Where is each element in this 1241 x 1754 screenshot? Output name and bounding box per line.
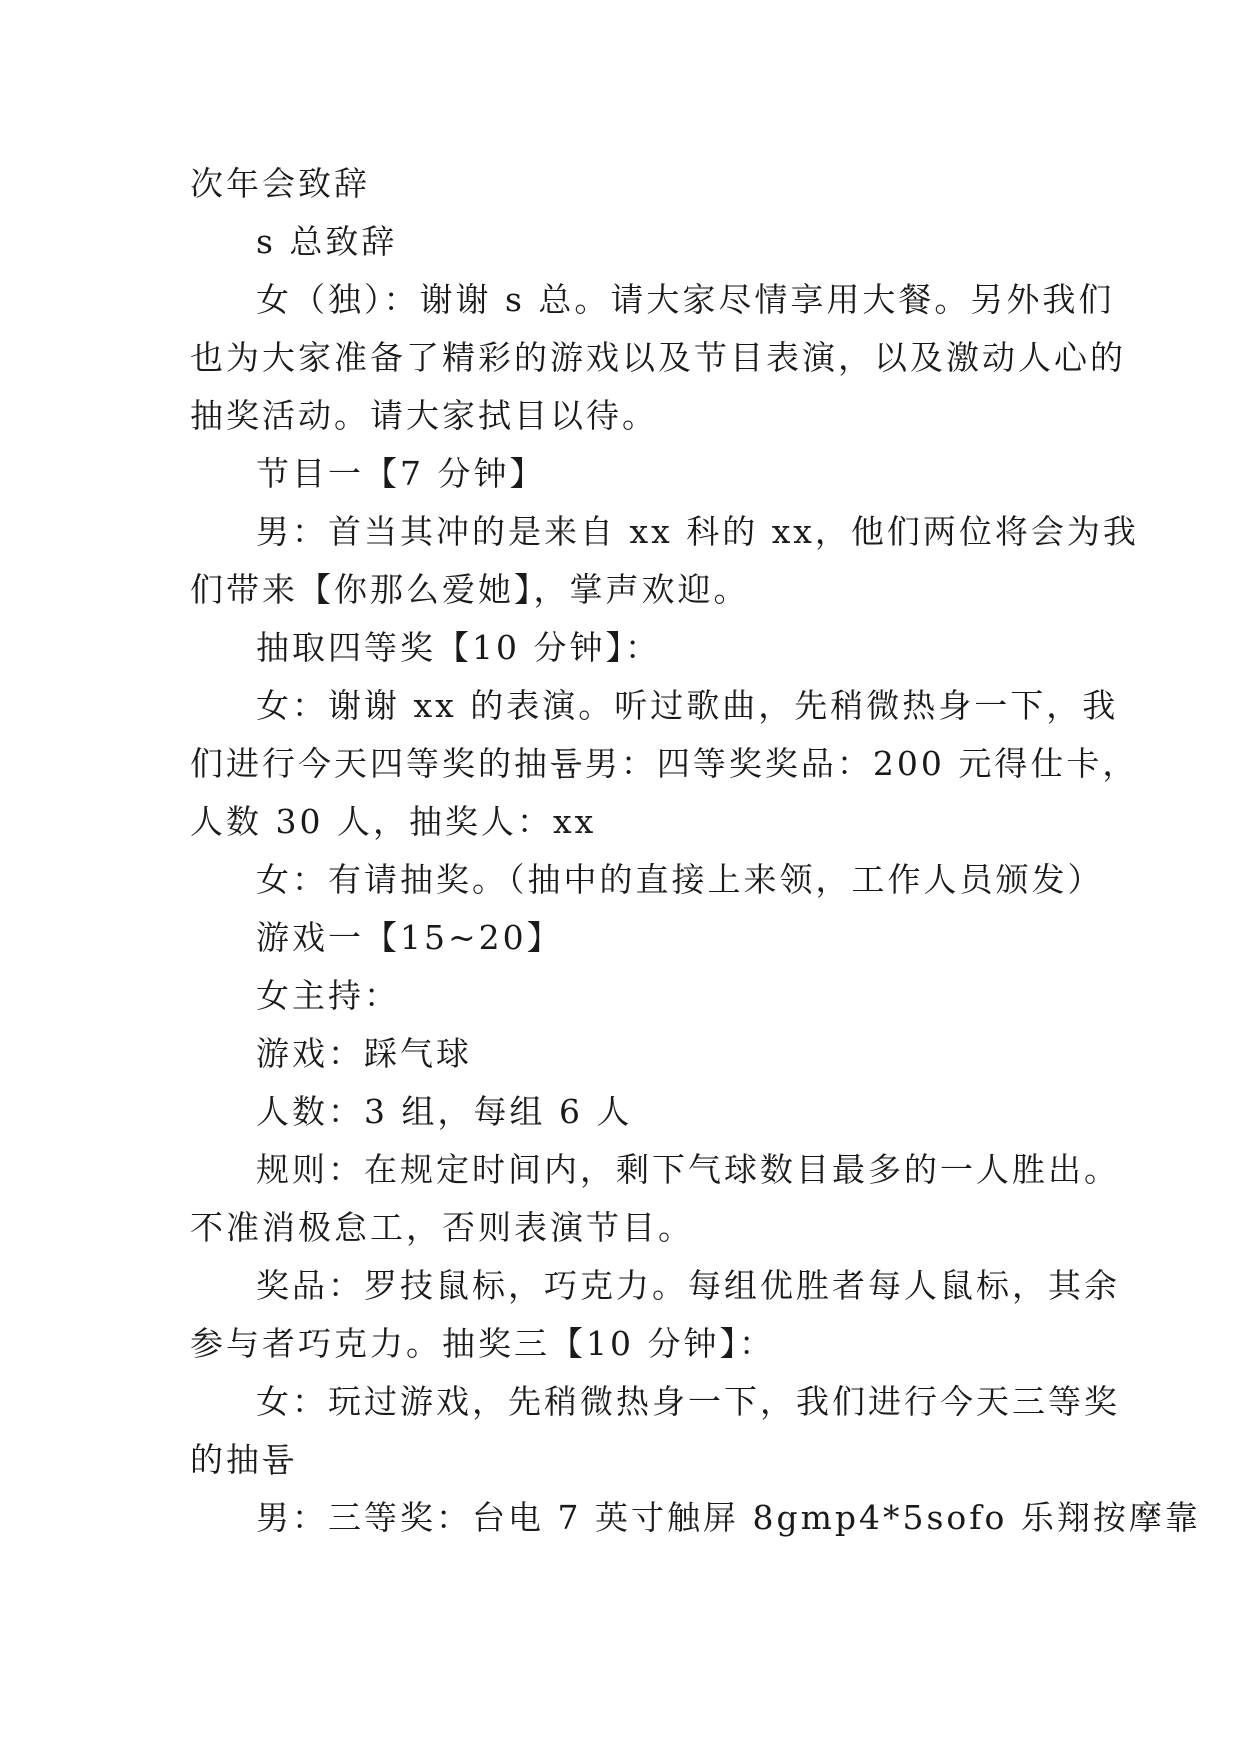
text-line: s 总致辞 — [256, 222, 398, 261]
text-line: 也为大家准备了精彩的游戏以及节目表演，以及激动人心的 — [190, 338, 1126, 377]
text-line: 抽奖活动。请大家拭目以待。 — [190, 396, 658, 435]
text-line: 们进行今天四等奖的抽튬男：四等奖奖品：200 元得仕卡， — [190, 744, 1139, 783]
text-line: 抽取四等奖【10 分钟】： — [256, 628, 661, 667]
text-line: 人数 30 人，抽奖人：xx — [190, 802, 597, 841]
text-line: 女：玩过游戏，先稍微热身一下，我们进行今天三等奖 — [256, 1382, 1120, 1421]
text-line: 游戏：踩气球 — [256, 1034, 472, 1073]
text-line: 们带来【你那么爱她】，掌声欢迎。 — [190, 570, 750, 609]
text-line: 女（独）：谢谢 s 总。请大家尽情享用大餐。另外我们 — [256, 280, 1115, 319]
text-line: 奖品：罗技鼠标，巧克力。每组优胜者每人鼠标，其余 — [256, 1266, 1120, 1305]
text-line: 游戏一【15~20】 — [256, 918, 563, 957]
text-line: 参与者巧克力。抽奖三【10 分钟】： — [190, 1324, 775, 1363]
text-line: 女主持： — [256, 976, 400, 1015]
text-line: 规则：在规定时间内，剩下气球数目最多的一人胜出。 — [256, 1150, 1120, 1189]
text-line: 的抽튬 — [190, 1440, 297, 1479]
text-line: 男：首当其冲的是来自 xx 科的 xx，他们两位将会为我 — [256, 512, 1139, 551]
text-line: 不准消极怠工，否则表演节目。 — [190, 1208, 694, 1247]
text-line: 节目一【7 分钟】 — [256, 454, 546, 493]
document-body — [190, 155, 1201, 1547]
text-line: 女：有请抽奖。（抽中的直接上来领，工作人员颁发） — [256, 860, 1104, 899]
text-line: 人数：3 组，每组 6 人 — [256, 1092, 633, 1131]
text-line: 女：谢谢 xx 的表演。听过歌曲，先稍微热身一下，我 — [256, 686, 1119, 725]
text-line: 男：三等奖：台电 7 英寸触屏 8gmp4*5sofo 乐翔按摩靠 — [256, 1498, 1201, 1537]
text-line: 次年会致辞 — [190, 164, 370, 203]
